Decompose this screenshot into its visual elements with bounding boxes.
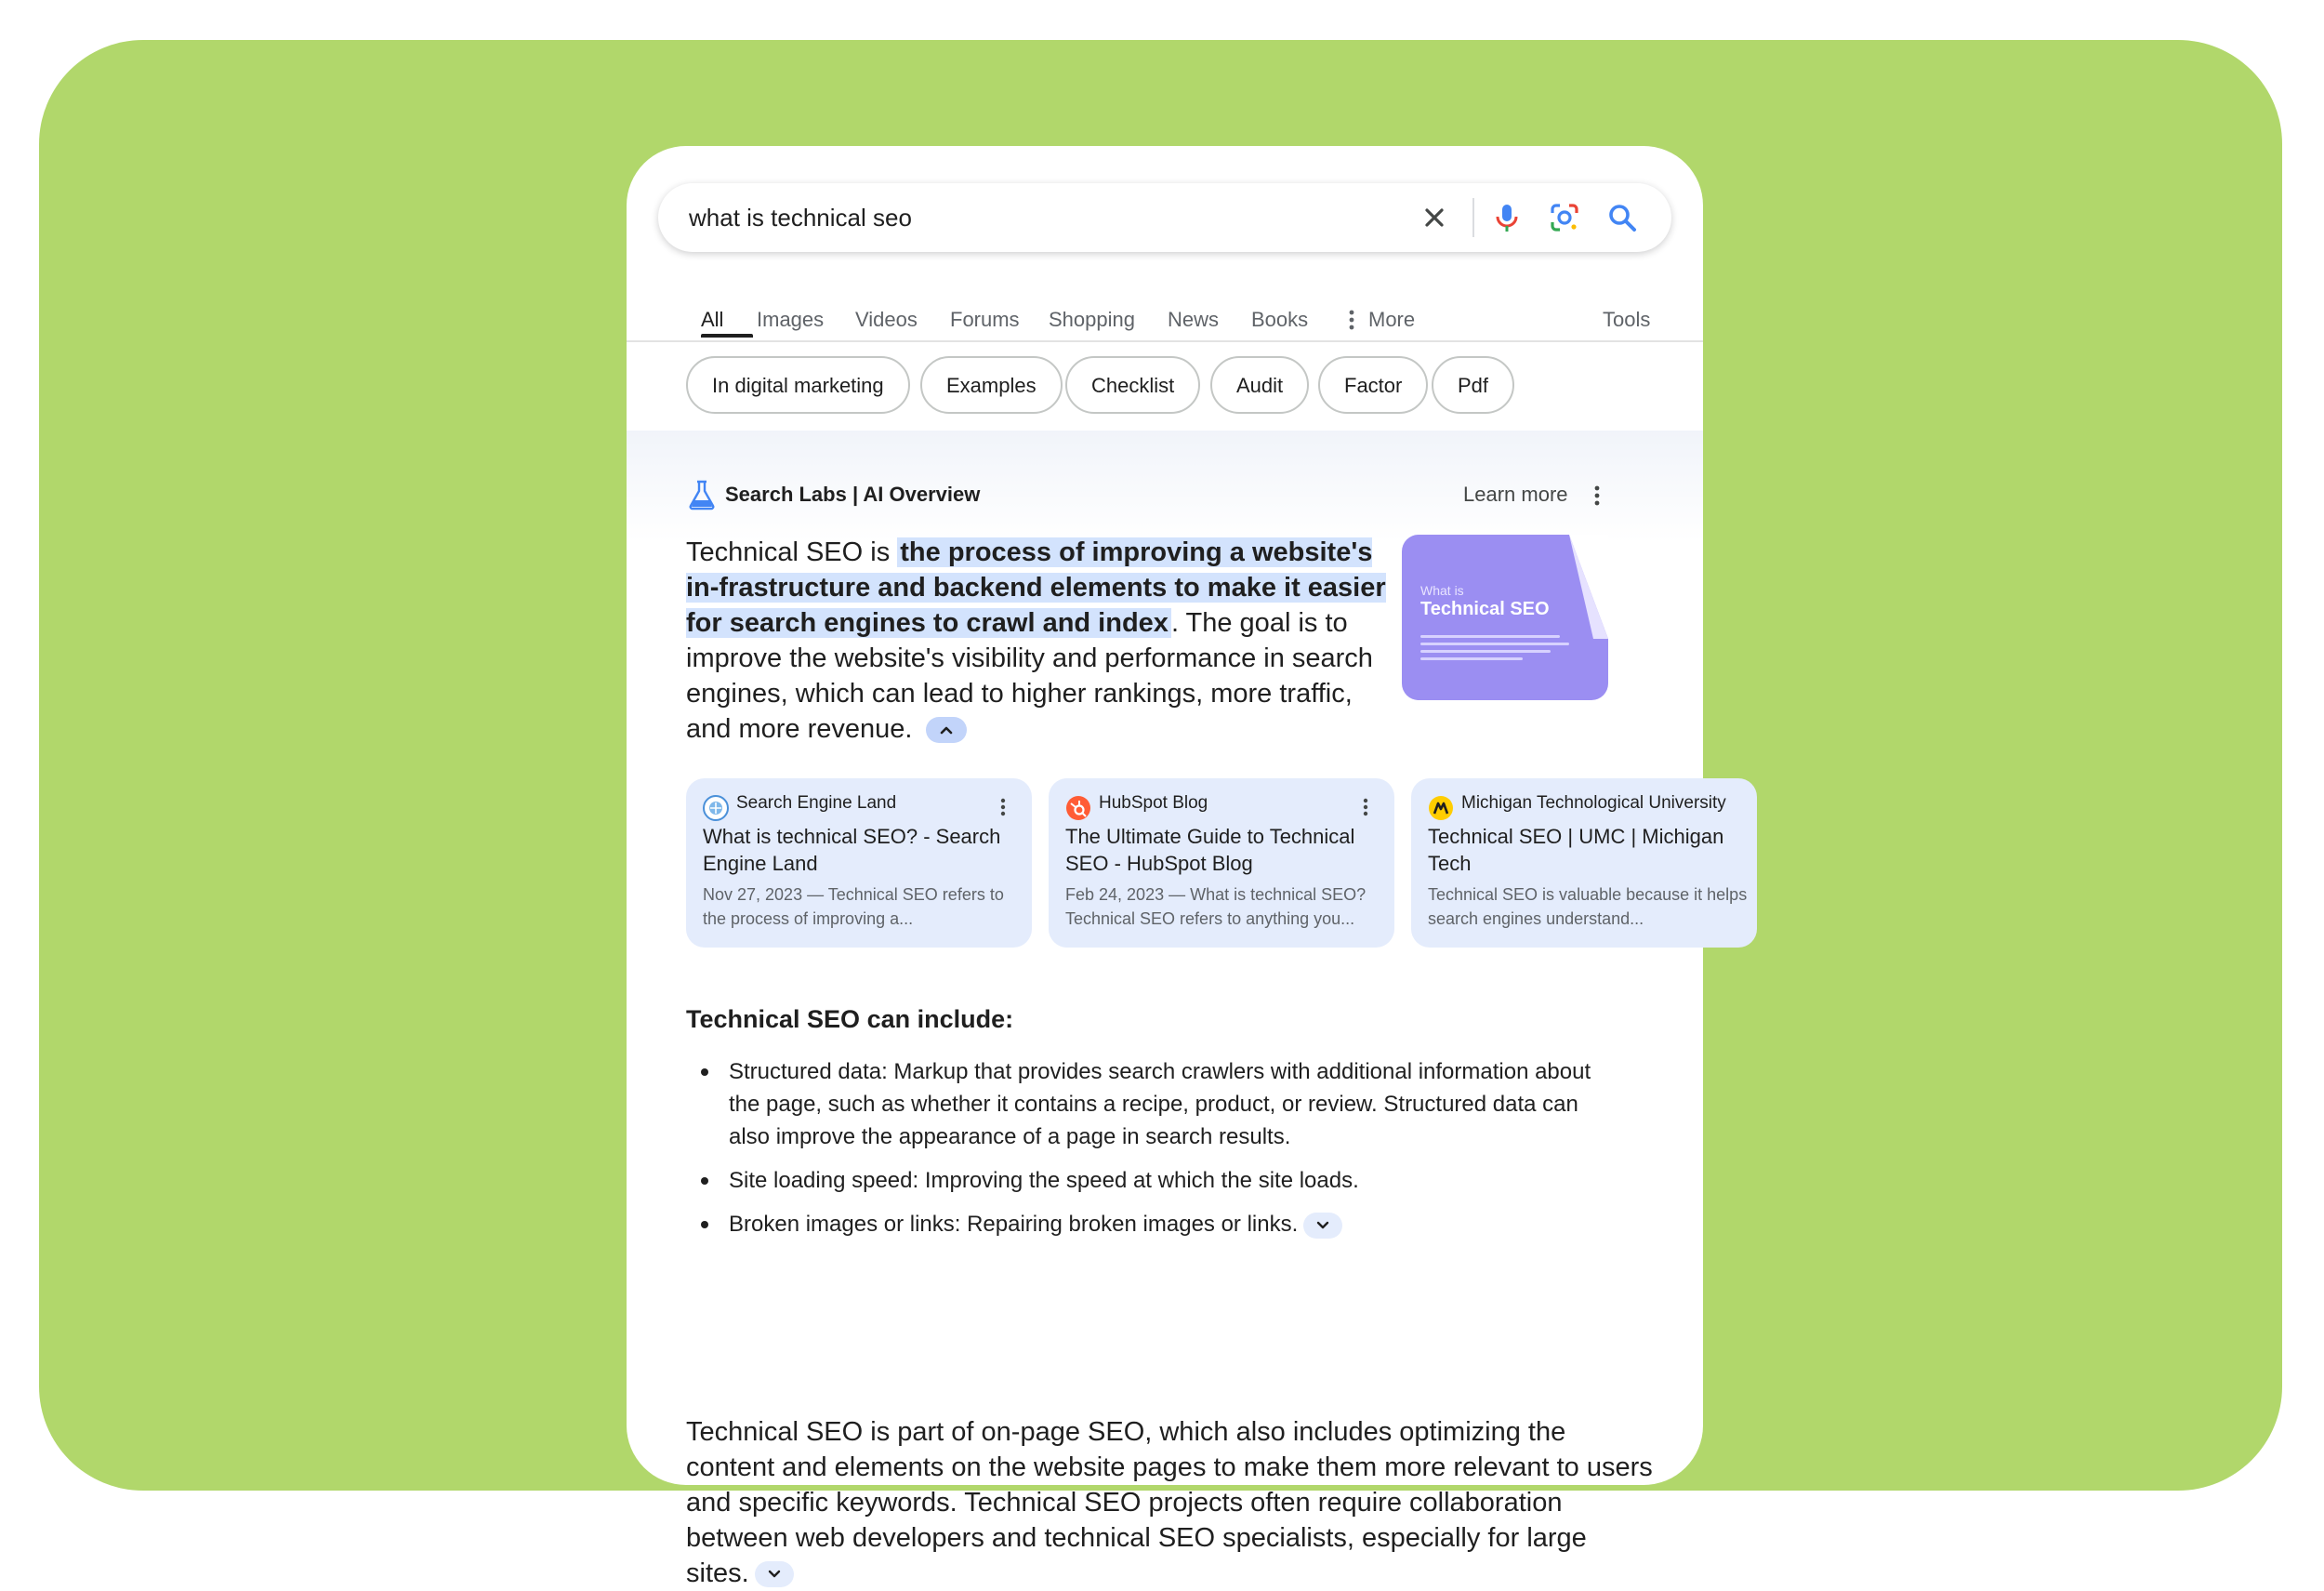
expand-closing-button[interactable] [755,1561,794,1587]
source-card-hubspot-blog[interactable] [1049,778,1394,948]
search-tabs [627,295,1703,345]
summary-highlight: the process of improving a website's in-frastructure and backend elements to make it easier for search engines to crawl and index [686,537,1386,638]
source-menu-icon[interactable] [1362,797,1369,817]
search-icon[interactable] [1604,200,1640,235]
chip-factor[interactable]: Factor [1318,356,1428,414]
list-item [729,1208,1621,1240]
tab-images[interactable]: Images [757,308,825,331]
summary-intro: Technical SEO is [686,537,891,567]
ai-overview-header [688,479,980,510]
microphone-icon[interactable] [1489,200,1525,235]
thumbnail-title: Technical SEO [1420,599,1550,619]
list-item-text: Broken images or links: Repairing broken images or links. [729,1212,1299,1237]
thumbnail-text-line [1420,657,1523,660]
search-engine-land-favicon [703,795,729,821]
thumbnail-text-line [1420,643,1569,645]
thumbnail-small-text: What is [1420,583,1464,598]
summary-rest: . The goal is to improve the website's visibility and performance in search engines, which can lead to higher rankings, more traffic, and more revenue. [686,608,1373,744]
tab-books[interactable]: Books [1251,308,1309,331]
source-card-michigan-tech[interactable] [1411,778,1757,948]
source-card-search-engine-land[interactable] [686,778,1032,948]
thumbnail-text-line [1420,635,1560,638]
include-list [729,1055,1621,1252]
michigan-tech-favicon [1428,795,1454,821]
source-title[interactable]: Technical SEO | UMC | Michigan Tech [1428,825,1724,875]
ai-overview-label: Search Labs | AI Overview [725,483,981,506]
source-snippet: Nov 27, 2023 — Technical SEO refers to the process of improving a... [703,885,1004,928]
clear-icon[interactable] [1417,200,1452,235]
chevron-down-icon [766,1567,783,1582]
tab-forums[interactable]: Forums [950,308,1020,331]
tab-more[interactable]: More [1368,308,1416,331]
expand-sources-button[interactable] [1303,1213,1342,1239]
active-tab-indicator [701,334,753,338]
ai-overview-menu-icon[interactable] [1593,484,1601,507]
chip-audit[interactable]: Audit [1210,356,1309,414]
tab-tools[interactable]: Tools [1603,308,1651,331]
closing-text: Technical SEO is part of on-page SEO, which also includes optimizing the content and elements on the website pages to make them more relevant to users and specific keywords. Technical SEO projects often require collaboration between web developers and technical SEO specialists, especially for large sites. [686,1417,1653,1588]
chip-pdf[interactable]: Pdf [1432,356,1514,414]
chevron-down-icon [1314,1218,1331,1233]
chip-checklist[interactable]: Checklist [1065,356,1200,414]
source-menu-icon[interactable] [999,797,1007,817]
chevron-up-icon [937,721,956,739]
chip-in-digital-marketing[interactable]: In digital marketing [686,356,910,414]
source-site-name: HubSpot Blog [1099,793,1208,813]
ai-overview-summary [686,535,1393,747]
list-item [729,1055,1621,1153]
list-item-text: Structured data: Markup that provides search crawlers with additional information about the page, such as whether it contains a recipe, product, or review. Structured data can also improve the appearance of a page in search results. [729,1059,1591,1149]
tab-news[interactable]: News [1168,308,1220,331]
source-site-name: Search Engine Land [736,793,897,813]
source-title[interactable]: The Ultimate Guide to Technical SEO - HubSpot Blog [1065,825,1355,875]
ai-overview-thumbnail[interactable] [1402,535,1608,700]
tab-all[interactable]: All [701,308,724,331]
source-snippet: Technical SEO is valuable because it helps search engines understand... [1428,885,1748,928]
collapse-button[interactable] [926,717,967,743]
list-item-text: Site loading speed: Improving the speed at which the site loads. [729,1168,1359,1193]
hubspot-favicon [1065,795,1091,821]
learn-more-link[interactable]: Learn more [1463,483,1568,506]
tab-videos[interactable]: Videos [855,308,918,331]
source-snippet: Feb 24, 2023 — What is technical SEO? Technical SEO refers to anything you... [1065,885,1367,928]
lens-icon[interactable] [1547,200,1582,235]
search-bar[interactable] [658,183,1671,252]
tabs-divider [627,340,1703,342]
search-results-card [627,146,1748,1588]
tab-shopping[interactable]: Shopping [1049,308,1135,331]
search-divider [1472,198,1474,237]
list-item [729,1164,1621,1197]
more-dots-icon[interactable] [1348,309,1355,331]
source-cards [686,778,1748,951]
source-site-name: Michigan Technological University [1461,793,1726,813]
include-heading: Technical SEO can include: [686,1005,1014,1033]
source-title[interactable]: What is technical SEO? - Search Engine Land [703,825,1001,875]
chip-examples[interactable]: Examples [920,356,1063,414]
search-input[interactable]: what is technical seo [689,204,912,232]
thumbnail-text-line [1420,650,1551,653]
closing-paragraph [686,1414,1653,1591]
flask-icon [688,480,716,510]
